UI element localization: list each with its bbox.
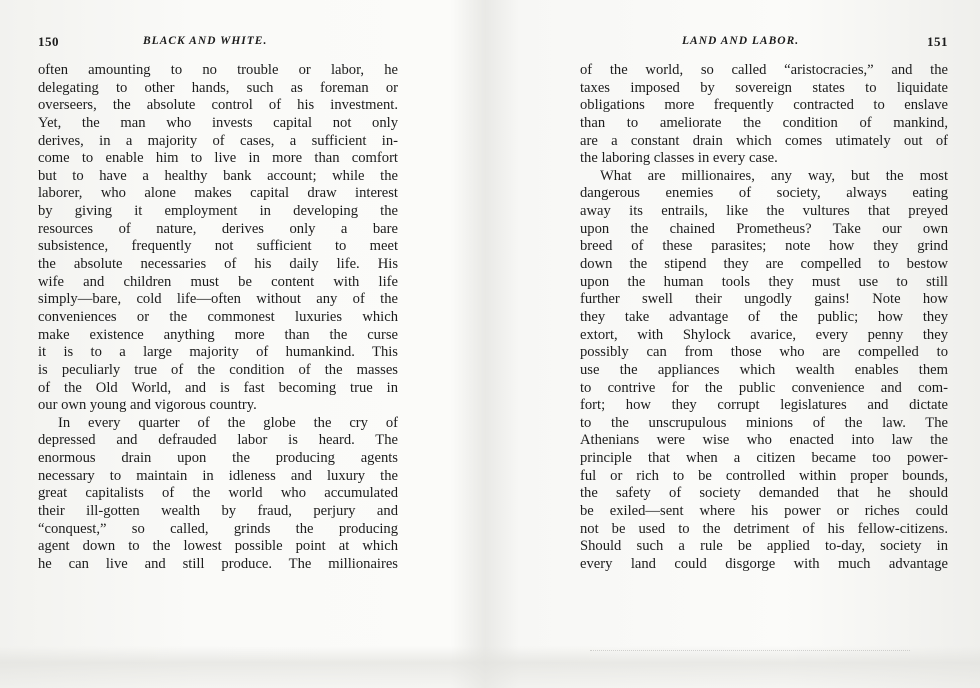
text-line: great capitalists of the world who accumulated bbox=[38, 485, 398, 502]
text-line: they take advantage of the public; how they bbox=[580, 308, 948, 325]
text-line: delegating to other hands, such as foreman or bbox=[38, 79, 398, 96]
text-line: their ill-gotten wealth by fraud, perjury and bbox=[38, 503, 398, 520]
text-line: agent down to the lowest possible point at which bbox=[38, 538, 398, 555]
text-line: principle that when a citizen became too power- bbox=[580, 450, 948, 467]
running-head: BLACK AND WHITE. bbox=[143, 35, 268, 47]
text-line: possibly can from those who are compelled to bbox=[580, 344, 948, 361]
text-line: simply—bare, cold life—often without any of the bbox=[38, 291, 398, 308]
scan-artifact bbox=[590, 650, 910, 659]
text-line: “conquest,” so called, grinds the producing bbox=[38, 520, 398, 537]
page-number: 150 bbox=[38, 34, 59, 49]
left-page-header bbox=[38, 34, 398, 52]
text-line: overseers, the absolute control of his investment. bbox=[38, 97, 398, 114]
text-line: of the world, so called “aristocracies,” and the bbox=[580, 62, 948, 78]
text-line: In every quarter of the globe the cry of bbox=[58, 414, 398, 431]
text-line: the safety of society demanded that he should bbox=[580, 485, 948, 502]
text-line: conveniences or the commonest luxuries which bbox=[38, 308, 398, 325]
text-line: laborer, who alone makes capital draw interest bbox=[38, 185, 398, 202]
text-line: further swell their ungodly gains! Note how bbox=[580, 291, 948, 308]
text-line: derives, in a majority of cases, a sufficient in- bbox=[38, 132, 398, 149]
text-line: enormous drain upon the producing agents bbox=[38, 450, 398, 467]
text-line: wife and children must be content with life bbox=[38, 273, 398, 290]
text-line: to the unscrupulous minions of the law. The bbox=[580, 414, 948, 431]
text-line: resources of nature, derives only a bare bbox=[38, 220, 398, 237]
text-line: the laboring classes in every case. bbox=[580, 150, 778, 167]
left-page-body bbox=[38, 62, 398, 574]
left-page bbox=[38, 0, 398, 640]
text-line: extort, with Shylock avarice, every penny they bbox=[580, 326, 948, 343]
text-line: taxes imposed by sovereign states to liquidate bbox=[580, 79, 948, 96]
text-line: necessary to maintain in idleness and luxury the bbox=[38, 467, 398, 484]
text-line: down the stipend they are compelled to bestow bbox=[580, 256, 948, 273]
text-line: ful or rich to be controlled within proper bounds, bbox=[580, 467, 948, 484]
right-page bbox=[580, 0, 948, 640]
text-line: not be used to the detriment of his fellow-citizens. bbox=[580, 520, 948, 537]
text-line: dangerous enemies of society, always eating bbox=[580, 185, 948, 202]
text-line: Should such a rule be applied to-day, society in bbox=[580, 538, 948, 555]
text-line: it is to a large majority of humankind. This bbox=[38, 344, 398, 361]
text-line: of the Old World, and is fast becoming true in bbox=[38, 379, 398, 396]
text-line: use the appliances which wealth enables them bbox=[580, 361, 948, 378]
text-line: but to have a healthy bank account; while the bbox=[38, 167, 398, 184]
text-line: is peculiarly true of the condition of the masses bbox=[38, 361, 398, 378]
text-line: are a constant drain which comes utimately out of bbox=[580, 132, 948, 149]
text-line: upon the human tools they must use to still bbox=[580, 273, 948, 290]
text-line: our own young and vigorous country. bbox=[38, 397, 257, 414]
text-line: away its entrails, like the vultures that preyed bbox=[580, 203, 948, 220]
text-line: be exiled—sent where his power or riches could bbox=[580, 503, 948, 520]
text-line: What are millionaires, any way, but the most bbox=[600, 167, 948, 184]
text-line: fort; how they corrupt legislatures and dictate bbox=[580, 397, 948, 414]
text-line: often amounting to no trouble or labor, he bbox=[38, 62, 398, 78]
text-line: the absolute necessaries of his daily life. His bbox=[38, 256, 398, 273]
text-line: obligations more frequently contracted to enslave bbox=[580, 97, 948, 114]
text-line: Athenians were wise who enacted into law the bbox=[580, 432, 948, 449]
text-line: depressed and defrauded labor is heard. The bbox=[38, 432, 398, 449]
running-head: LAND AND LABOR. bbox=[682, 35, 800, 47]
text-line: come to enable him to live in more than comfort bbox=[38, 150, 398, 167]
page-number: 151 bbox=[927, 34, 948, 49]
text-line: than to ameliorate the condition of mankind, bbox=[580, 114, 948, 131]
text-line: subsistence, frequently not sufficient to meet bbox=[38, 238, 398, 255]
right-page-body bbox=[580, 62, 948, 574]
text-line: breed of these parasites; note how they grind bbox=[580, 238, 948, 255]
text-line: by giving it employment in developing the bbox=[38, 203, 398, 220]
text-line: upon the chained Prometheus? Take our own bbox=[580, 220, 948, 237]
text-line: every land could disgorge with much advantage bbox=[580, 555, 948, 572]
text-line: to contrive for the public convenience and com- bbox=[580, 379, 948, 396]
text-line: Yet, the man who invests capital not only bbox=[38, 114, 398, 131]
right-page-header bbox=[580, 34, 948, 52]
text-line: make existence anything more than the curse bbox=[38, 326, 398, 343]
text-line: he can live and still produce. The millionaires bbox=[38, 555, 398, 572]
